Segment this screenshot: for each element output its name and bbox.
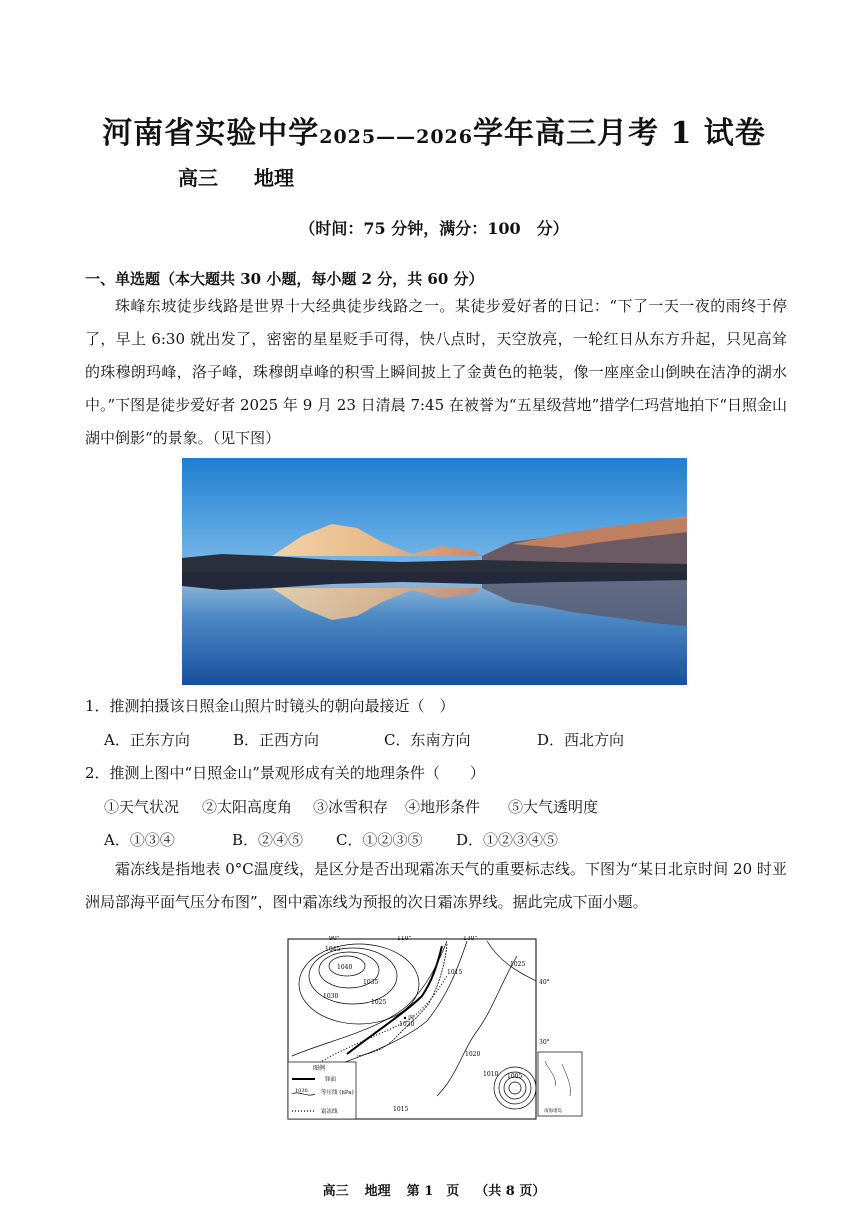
passage-2: 霜冻线是指地表 0°C温度线，是区分是否出现霜冻天气的重要标志线。下图为“某日北京时间 20 时亚洲局部海平面气压分布图”，图中霜冻线为预报的次日霜冻界线。据此完成下面小题。	[85, 860, 787, 911]
q2-condition-3: ③冰雪积存	[313, 798, 389, 816]
city-label: 丙	[408, 1015, 415, 1022]
q1-option-d[interactable]: D．西北方向	[537, 731, 625, 749]
grade-label: 高三	[178, 166, 218, 190]
subject-label: 地理	[254, 166, 294, 190]
sunrise-mountain-photo	[182, 458, 687, 685]
q2-condition-4: ④地形条件	[405, 798, 481, 816]
passage-1: 珠峰东坡徒步线路是世界十大经典徒步线路之一。某徒步爱好者的日记：“下了一天一夜的雨终于停了，早上 6:30 就出发了，密密的星星贬手可得，快八点时，天空放亮，一轮红日从东方升起，只见高耸的珠穆朗玛峰，洛子峰，珠穆朗卓峰的积雪上瞬间披上了金黄色的艳装，像一座座金山倒映在洁净的湖水中。”下图是徒步爱好者 2025 年 9 月 23 日清晨 7:45 在被誉为“五星级营地”措学仁玛营地拍下“日照金山湖中倒影“的景象。（见下图）	[85, 297, 787, 447]
lon-label: 130°	[463, 936, 478, 942]
legend-front: 锋面	[325, 1077, 337, 1083]
footer-total: （共 8 页）	[475, 1184, 546, 1199]
lat-label: 30°	[539, 1039, 550, 1046]
lon-label: 110°	[397, 936, 412, 942]
q2-condition-1: ①天气状况	[104, 798, 180, 816]
legend-title: 图例	[313, 1065, 326, 1072]
footer-subject: 地理	[364, 1184, 391, 1199]
q1-option-b[interactable]: B．正西方向	[233, 731, 320, 749]
lon-label: 90°	[329, 936, 340, 942]
lat-label: 40°	[539, 979, 550, 986]
page-footer	[0, 1180, 868, 1199]
q2-condition-5: ⑤大气透明度	[508, 798, 599, 816]
isobar-label: 1025	[510, 961, 526, 968]
grade-subject	[178, 162, 294, 191]
inset-label: 南海诸岛	[544, 1109, 562, 1114]
q2-option-a[interactable]: A．①③④	[104, 831, 175, 849]
section-heading: 一、单选题（本大题共 30 小题，每小题 2 分，共 60 分）	[85, 270, 484, 288]
legend-isobar: 等压线 (hPa)	[321, 1090, 354, 1096]
isobar-label: 1025	[371, 999, 387, 1006]
isobar-label: 1015	[447, 969, 463, 976]
footer-page: 第 1 页	[406, 1184, 460, 1199]
q1-option-c[interactable]: C．东南方向	[384, 731, 471, 749]
legend-sample: 1030	[295, 1088, 308, 1094]
question-1-stem: 1．推测拍摄该日照金山照片时镜头的朝向最接近（ ）	[85, 697, 455, 715]
q2-option-d[interactable]: D．①②③④⑤	[456, 831, 559, 849]
isobar-label: 1020	[465, 1051, 481, 1058]
sea-level-pressure-map	[287, 936, 583, 1121]
exam-info: （时间：75 分钟，满分：100 分）	[299, 219, 569, 238]
question-2-stem: 2．推测上图中“日照金山”景观形成有关的地理条件（ ）	[85, 764, 485, 782]
isobar-label: 1030	[323, 993, 339, 1000]
isobar-label: 1010	[483, 1071, 499, 1078]
exam-title: 河南省实验中学2025——2026学年高三月考 1 试卷	[102, 116, 766, 151]
q1-option-a[interactable]: A．正东方向	[104, 731, 190, 749]
title-year: 2025——2026	[319, 126, 473, 148]
legend-frost: 霜冻线	[321, 1109, 338, 1115]
q2-option-b[interactable]: B．②④⑤	[232, 831, 304, 849]
isobar-label: 1005	[507, 1073, 523, 1080]
q2-option-c[interactable]: C．①②③⑤	[336, 831, 423, 849]
isobar-label: 1020	[399, 1021, 415, 1028]
isobar-label: 1035	[363, 979, 379, 986]
isobar-label: 1040	[337, 964, 353, 971]
q2-condition-2: ②太阳高度角	[202, 798, 293, 816]
footer-grade: 高三	[322, 1184, 349, 1199]
isobar-label: 1045	[325, 946, 341, 953]
isobar-label: 1015	[393, 1106, 409, 1113]
